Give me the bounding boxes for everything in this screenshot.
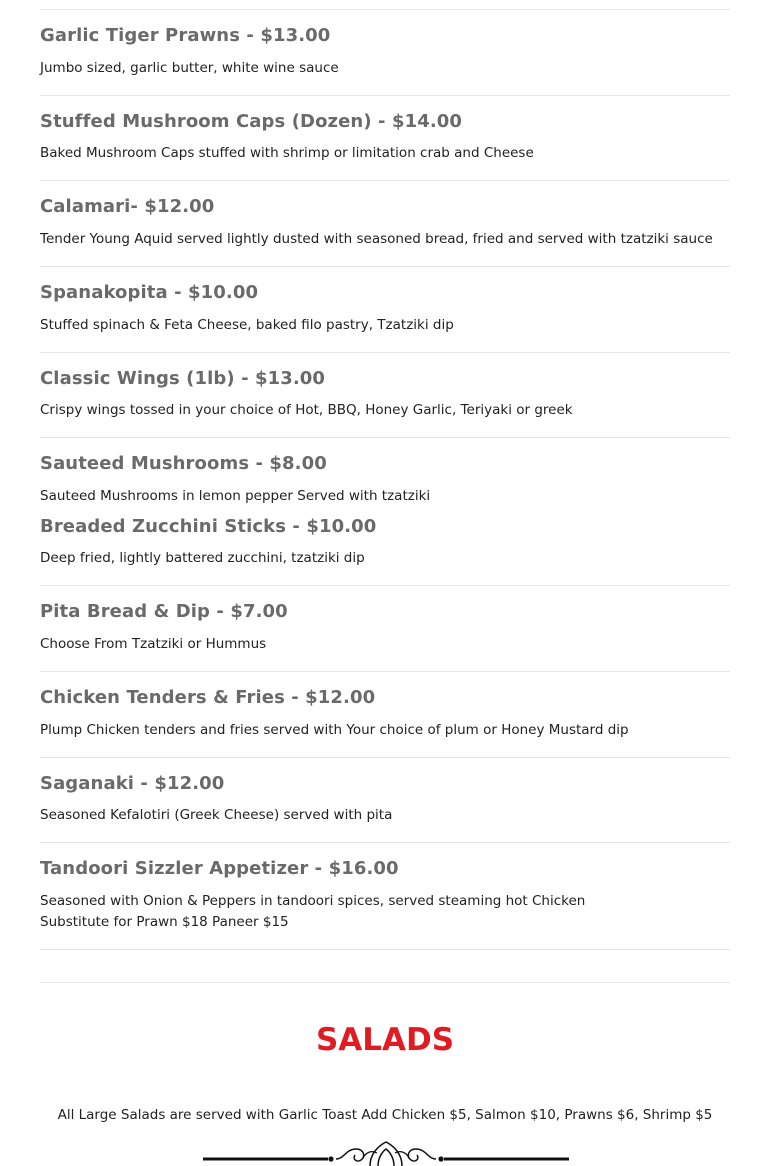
divider — [40, 757, 730, 758]
divider — [40, 437, 730, 438]
divider — [40, 9, 730, 10]
item-title: Saganaki - $12.00 — [40, 773, 225, 794]
item-description-line: Seasoned with Onion & Peppers in tandoori spices, served steaming hot Chicken — [40, 893, 586, 909]
item-title: Sauteed Mushrooms - $8.00 — [40, 453, 327, 474]
item-title: Stuffed Mushroom Caps (Dozen) - $14.00 — [40, 111, 463, 132]
divider — [40, 585, 730, 586]
divider — [40, 671, 730, 672]
item-description: Plump Chicken tenders and fries served with Your choice of plum or Honey Mustard dip — [40, 722, 629, 738]
item-description: Baked Mushroom Caps stuffed with shrimp or limitation crab and Cheese — [40, 145, 534, 161]
item-description: Choose From Tzatziki or Hummus — [40, 636, 267, 652]
divider — [40, 949, 730, 950]
divider — [40, 266, 730, 267]
salads-note: All Large Salads are served with Garlic Toast Add Chicken $5, Salmon $10, Prawns $6, Shrimp $5 — [57, 1107, 713, 1123]
item-description: Crispy wings tossed in your choice of Hot, BBQ, Honey Garlic, Teriyaki or greek — [40, 402, 573, 418]
item-title: Garlic Tiger Prawns - $13.00 — [40, 25, 331, 46]
item-title: Pita Bread & Dip - $7.00 — [40, 601, 288, 622]
item-title: Tandoori Sizzler Appetizer - $16.00 — [40, 858, 399, 879]
item-description: Jumbo sized, garlic butter, white wine sauce — [40, 60, 339, 76]
item-description-line: Substitute for Prawn $18 Paneer $15 — [40, 914, 289, 930]
divider — [40, 842, 730, 843]
ornament-divider-icon — [200, 1136, 572, 1166]
divider — [40, 180, 730, 181]
item-description: Tender Young Aquid served lightly dusted with seasoned bread, fried and served with tzatziki sauce — [40, 231, 713, 247]
divider — [40, 352, 730, 353]
item-title: Calamari- $12.00 — [40, 196, 215, 217]
item-description: Stuffed spinach & Feta Cheese, baked filo pastry, Tzatziki dip — [40, 317, 454, 333]
item-description: Deep fried, lightly battered zucchini, tzatziki dip — [40, 550, 365, 566]
item-title: Chicken Tenders & Fries - $12.00 — [40, 687, 376, 708]
divider — [40, 95, 730, 96]
item-title: Classic Wings (1lb) - $13.00 — [40, 368, 326, 389]
item-description: Seasoned Kefalotiri (Greek Cheese) served with pita — [40, 807, 393, 823]
item-title: Spanakopita - $10.00 — [40, 282, 259, 303]
section-heading-salads: SALADS — [315, 1022, 455, 1058]
section-divider — [40, 982, 730, 983]
item-title: Breaded Zucchini Sticks - $10.00 — [40, 516, 377, 537]
item-description: Sauteed Mushrooms in lemon pepper Served with tzatziki — [40, 488, 431, 504]
